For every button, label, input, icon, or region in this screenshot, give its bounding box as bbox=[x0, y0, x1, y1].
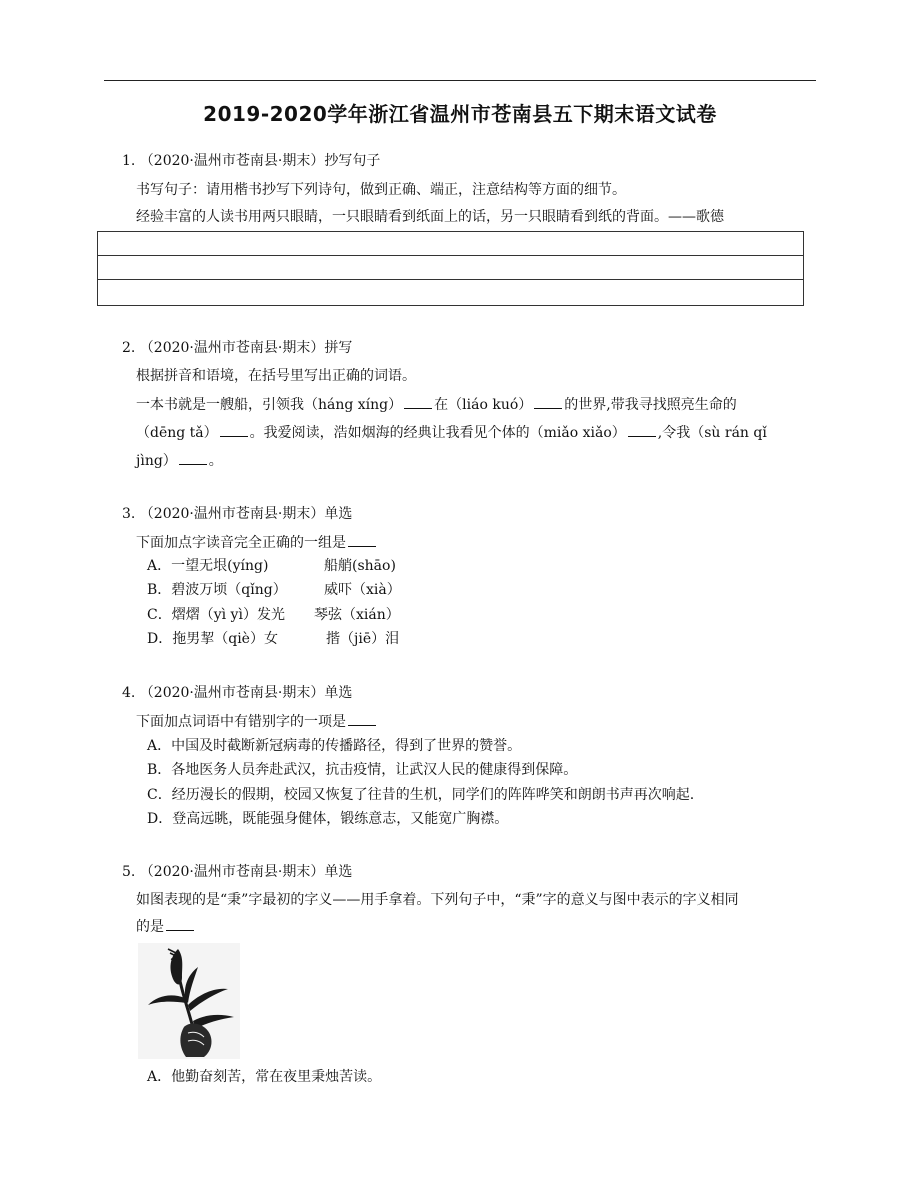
q2-instruction: 根据拼音和语境，在括号里写出正确的词语。 bbox=[136, 368, 416, 384]
q2-text: 。 bbox=[208, 453, 223, 469]
option-text: 中国及时截断新冠病毒的传播路径，得到了世界的赞誉。 bbox=[171, 738, 522, 754]
q2-text: 一本书就是一艘船，引领我（háng xíng） bbox=[136, 397, 403, 413]
q3-heading: 3. （2020·温州市苍南县·期末）单选 bbox=[122, 506, 353, 522]
q5-stem-line-2 bbox=[136, 916, 196, 937]
q1-heading: 1. （2020·温州市苍南县·期末）抄写句子 bbox=[122, 153, 381, 169]
q3-option-c[interactable] bbox=[147, 605, 285, 625]
answer-blank[interactable] bbox=[404, 394, 432, 409]
q3-stem-text: 下面加点字读音完全正确的一组是 bbox=[136, 535, 346, 551]
option-label: A． bbox=[147, 1069, 172, 1085]
q4-option-b[interactable] bbox=[147, 760, 577, 780]
q4-heading: 4. （2020·温州市苍南县·期末）单选 bbox=[122, 685, 353, 701]
q4-option-d[interactable] bbox=[147, 809, 508, 829]
answer-blank[interactable] bbox=[220, 422, 248, 437]
q2-text: jìng） bbox=[136, 453, 177, 469]
q4-stem bbox=[136, 711, 378, 732]
hand-holding-grain-image bbox=[138, 943, 240, 1059]
q5-option-a[interactable] bbox=[147, 1067, 381, 1087]
option-label: D． bbox=[147, 631, 173, 647]
q2-text: ,令我（sù rán qǐ bbox=[657, 425, 767, 441]
q5-stem-text: 的是 bbox=[136, 919, 164, 935]
page-title: 2019-2020学年浙江省温州市苍南县五下期末语文试卷 bbox=[203, 102, 717, 126]
handwriting-row[interactable] bbox=[98, 232, 803, 256]
answer-blank[interactable] bbox=[179, 450, 207, 465]
q2-line-2 bbox=[136, 422, 767, 443]
handwriting-row[interactable] bbox=[98, 280, 803, 304]
option-label: A． bbox=[147, 558, 172, 574]
top-rule bbox=[104, 80, 816, 81]
option-label: D． bbox=[147, 811, 173, 827]
option-text: 经历漫长的假期，校园又恢复了往昔的生机，同学们的阵阵哗笑和朗朗书声再次响起. bbox=[171, 787, 695, 803]
q3-option-a-second: 船艄(shāo) bbox=[324, 558, 396, 574]
option-text: 拖男挈（qiè）女 bbox=[172, 631, 278, 647]
handwriting-row[interactable] bbox=[98, 256, 803, 280]
option-label: C． bbox=[147, 607, 172, 623]
q3-option-b[interactable] bbox=[147, 580, 287, 600]
option-text: 登高远眺，既能强身健体，锻练意志，又能宽广胸襟。 bbox=[172, 811, 509, 827]
q3-stem bbox=[136, 532, 378, 553]
option-label: C． bbox=[147, 787, 172, 803]
q3-option-c-second: 琴弦（xián） bbox=[314, 607, 400, 623]
q4-stem-text: 下面加点词语中有错别字的一项是 bbox=[136, 714, 346, 730]
option-text: 熠熠（yì yì）发光 bbox=[171, 607, 285, 623]
handwriting-grid[interactable] bbox=[97, 231, 804, 306]
option-text: 一望无垠(yíng) bbox=[171, 558, 269, 574]
answer-blank[interactable] bbox=[348, 532, 376, 547]
q2-text: 在（liáo kuó） bbox=[434, 397, 533, 413]
q4-option-c[interactable] bbox=[147, 785, 694, 805]
q4-option-a[interactable] bbox=[147, 736, 521, 756]
q2-text: 。我爱阅读，浩如烟海的经典让我看见个体的（miǎo xiǎo） bbox=[249, 425, 626, 441]
q2-text: 的世界,带我寻找照亮生命的 bbox=[564, 397, 737, 413]
q2-text: （dēng tǎ） bbox=[136, 425, 218, 441]
option-text: 各地医务人员奔赴武汉，抗击疫情，让武汉人民的健康得到保障。 bbox=[171, 762, 578, 778]
answer-blank[interactable] bbox=[534, 394, 562, 409]
answer-blank[interactable] bbox=[166, 916, 194, 931]
option-text: 他勤奋刻苦，常在夜里秉烛苦读。 bbox=[171, 1069, 382, 1085]
q2-line-3 bbox=[136, 450, 223, 471]
answer-blank[interactable] bbox=[348, 711, 376, 726]
q1-sentence: 经验丰富的人读书用两只眼睛，一只眼睛看到纸面上的话，另一只眼睛看到纸的背面。——歌德 bbox=[136, 209, 724, 225]
option-text: 碧波万顷（qǐng） bbox=[171, 582, 287, 598]
option-label: B． bbox=[147, 582, 172, 598]
q3-option-d[interactable] bbox=[147, 629, 278, 649]
q3-option-a[interactable] bbox=[147, 556, 268, 576]
q2-heading: 2. （2020·温州市苍南县·期末）拼写 bbox=[122, 340, 353, 356]
q5-heading: 5. （2020·温州市苍南县·期末）单选 bbox=[122, 864, 353, 880]
q1-instruction: 书写句子：请用楷书抄写下列诗句，做到正确、端正，注意结构等方面的细节。 bbox=[136, 182, 626, 198]
answer-blank[interactable] bbox=[628, 422, 656, 437]
option-label: A． bbox=[147, 738, 172, 754]
q3-option-b-second: 威吓（xià） bbox=[324, 582, 401, 598]
q5-stem-line-1: 如图表现的是“秉”字最初的字义——用手拿着。下列句子中，“秉”字的意义与图中表示的字义相同 bbox=[136, 892, 739, 908]
q3-option-d-second: 揩（jiē）泪 bbox=[326, 631, 400, 647]
q2-line-1 bbox=[136, 394, 737, 415]
option-label: B． bbox=[147, 762, 172, 778]
